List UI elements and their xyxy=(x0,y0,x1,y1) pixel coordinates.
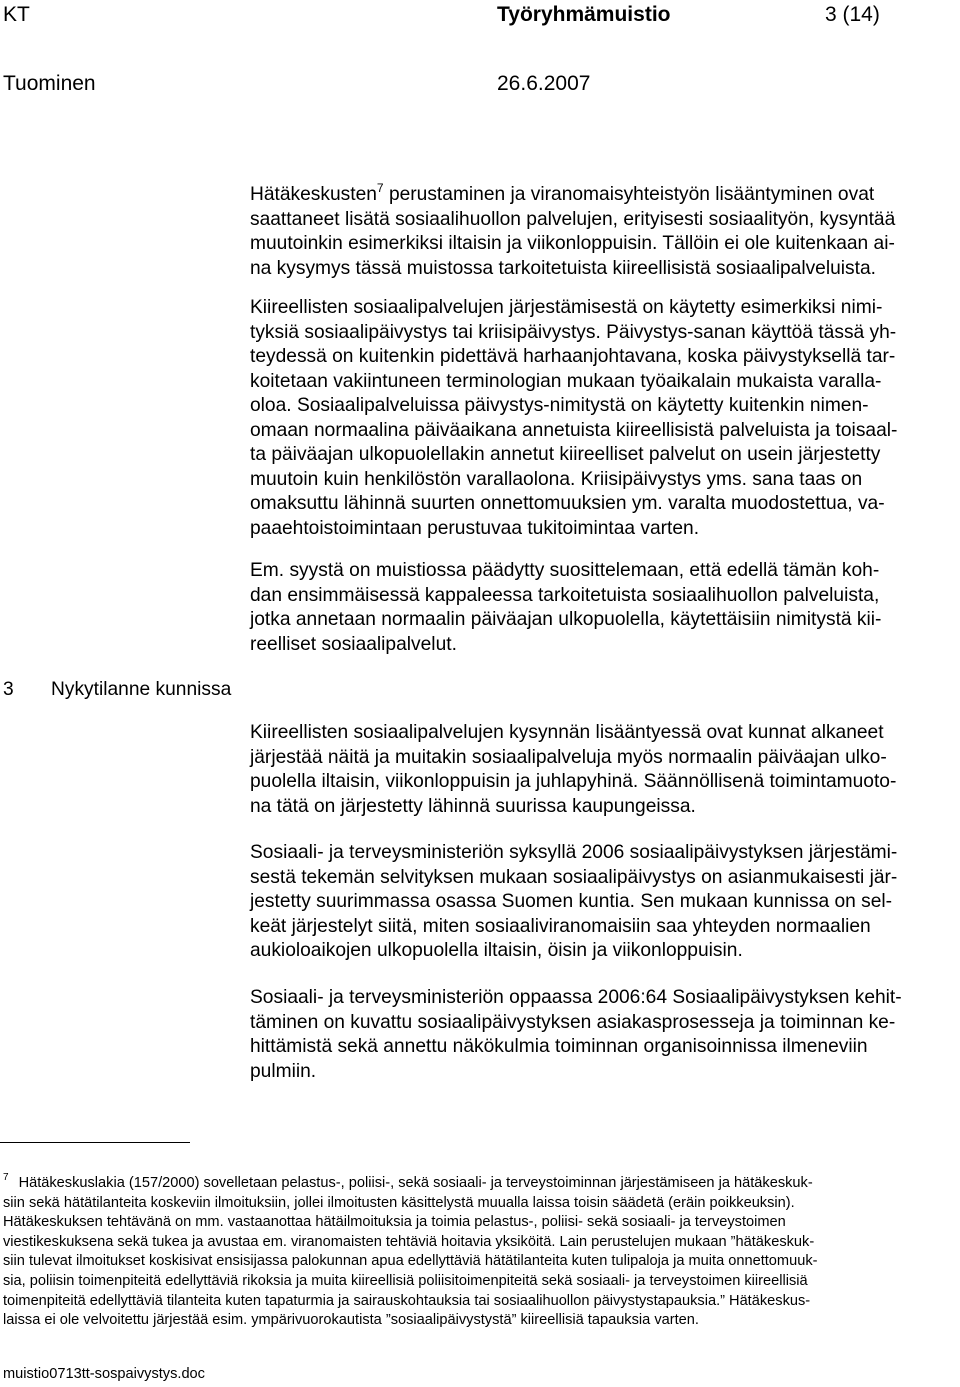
paragraph-3 xyxy=(250,559,881,657)
paragraph-line: oloa. Sosiaalipalveluissa päivystys-nimitystä on käytetty kuitenkin nimen- xyxy=(250,395,869,416)
paragraph-line: reelliset sosiaalipalvelut. xyxy=(250,633,457,655)
footnote xyxy=(3,1168,958,1331)
paragraph-line: Sosiaali- ja terveysministeriön oppaassa 2006:64 Sosiaalipäivystyksen kehit- xyxy=(250,987,902,1008)
paragraph-line: tyksiä sosiaalipäivystys tai kriisipäivystys. Päivystys-sanan käyttöä tässä yh- xyxy=(250,321,897,343)
footnote-line: viestikeskuksena sekä tukea ja avustaa em. viranomaisten tehtäviä hoitavia yksiköitä. Lain perustelujen mukaan ”hätäkeskuk- xyxy=(3,1233,815,1250)
paragraph-text: Hätäkeskusten xyxy=(250,184,377,205)
footnote-line: Hätäkeskuksen tehtävänä on mm. vastaanottaa hätäilmoituksia ja toimia pelastus-, poliisi- sekä sosiaali- ja terveystoimen xyxy=(3,1214,786,1231)
footnote-line: siin sekä hätätilanteita koskeviin ilmoituksiin, jollei ilmoitusten käsittelystä muualla laissa toisin säädetä (eräin poikkeuksin). xyxy=(3,1194,795,1211)
footnote-mark: 7 xyxy=(3,1172,9,1183)
section-heading xyxy=(3,678,231,702)
paragraph-line: dan ensimmäisessä kappaleessa tarkoitetuista sosiaalihuollon palveluista, xyxy=(250,584,880,606)
paragraph-line: sestä tekemän selvityksen mukaan sosiaalipäivystys on asianmukaisesti jär- xyxy=(250,866,898,888)
paragraph-line: omaksuttu lähinnä suurten onnettomuuksien ym. varalta muodostettua, va- xyxy=(250,493,885,514)
paragraph-line: hittämistä sekä annettu näkökulmia toiminnan organisoinnissa ilmeneviin xyxy=(250,1036,868,1057)
paragraph-line: na kysymys tässä muistossa tarkoitetuista kiireellisistä sosiaalipalveluista. xyxy=(250,257,876,279)
paragraph-line: keät järjestelyt siitä, miten sosiaaliviranomaisiin saa yhteyden normaalien xyxy=(250,915,871,937)
paragraph-line: täminen on kuvattu sosiaalipäivystyksen asiakasprosesseja ja toiminnan ke- xyxy=(250,1011,896,1033)
header-page-number: 3 (14) xyxy=(825,3,880,26)
paragraph-line: Kiireellisten sosiaalipalvelujen järjestämisestä on käytetty esimerkiksi nimi- xyxy=(250,297,883,318)
paragraph-line: na tätä on järjestetty lähinnä suurissa kaupungeissa. xyxy=(250,795,696,817)
paragraph-line: teydessä on kuitenkin pidettävä harhaanjohtavana, koska päivystyksellä tar- xyxy=(250,346,896,367)
paragraph-line: järjestää näitä ja muitakin sosiaalipalveluja myös normaalin päiväajan ulko- xyxy=(250,746,887,768)
footnote-line: siin tulevat ilmoitukset koskisivat ensisijassa palokunnan apua edellyttäviä hätätilanteita kuten tulipaloja ja muita onnettomuuk- xyxy=(3,1253,818,1270)
paragraph-line: pulmiin. xyxy=(250,1060,317,1082)
paragraph-line: Em. syystä on muistiossa päädytty suosittelemaan, että edellä tämän koh- xyxy=(250,560,880,581)
footnote-line: sia, poliisin toimenpiteitä edellyttäviä rikoksia ja muita kiireellisiä poliisitoimenpiteitä sekä sosiaali- ja terveystoimen kiireellisiä xyxy=(3,1272,808,1289)
paragraph-2 xyxy=(250,296,897,541)
header-author: Tuominen xyxy=(3,72,96,95)
paragraph-line: muutoin kuin henkilöstön varallaolona. Kriisipäivystys yms. sana taas on xyxy=(250,468,863,490)
paragraph-1 xyxy=(250,176,895,281)
footnote-text: Hätäkeskuslakia (157/2000) sovelletaan pelastus-, poliisi-, sekä sosiaali- ja terveystoiminnan järjestämiseen ja hätäkeskuk- xyxy=(18,1175,813,1191)
header-date: 26.6.2007 xyxy=(497,72,591,95)
paragraph-5 xyxy=(250,841,897,964)
footnote-line xyxy=(3,1168,958,1194)
paragraph-line: muutoinkin esimerkiksi iltaisin ja viikonloppuisin. Tällöin ei ole kuitenkaan ai- xyxy=(250,233,895,254)
paragraph-line: koitetaan vakiintuneen terminologian mukaan työaikalain mukaista varalla- xyxy=(250,370,882,392)
body-text xyxy=(250,176,960,1096)
paragraph-line: Kiireellisten sosiaalipalvelujen kysynnän lisääntyessä ovat kunnat alkaneet xyxy=(250,722,884,743)
paragraph-line xyxy=(250,176,895,208)
paragraph-text: perustaminen ja viranomaisyhteistyön lisääntyminen ovat xyxy=(383,184,875,205)
footnote-line: toimenpiteitä edellyttäviä tilanteita kuten tapaturmia ja sairauskohtauksia tai sosiaalihuollon päivystystapauksia.” Hätäkeskus- xyxy=(3,1292,811,1309)
paragraph-line: puolella iltaisin, viikonloppuisin ja juhlapyhinä. Säännöllisenä toimintamuoto- xyxy=(250,771,897,792)
footnote-reference[interactable]: 7 xyxy=(376,181,384,195)
paragraph-line: jotka annetaan normaalin päiväajan ulkopuolella, käytettäisiin nimitystä kii- xyxy=(250,609,882,630)
header-doc-title: Työryhmämuistio xyxy=(497,3,671,26)
paragraph-line: omaan normaalina päiväaikana annetuista kiireellisistä palveluista ja toisaal- xyxy=(250,419,898,441)
section-title: Nykytilanne kunnissa xyxy=(51,679,232,700)
paragraph-line: paaehtoistoimintaan perustuvaa tukitoimintaa varten. xyxy=(250,517,700,539)
paragraph-line: saattaneet lisätä sosiaalihuollon palvelujen, erityisesti sosiaalityön, kysyntää xyxy=(250,208,896,230)
paragraph-4 xyxy=(250,721,896,819)
paragraph-6 xyxy=(250,986,902,1084)
footer-filename: muistio0713tt-sospaivystys.doc xyxy=(3,1366,205,1382)
paragraph-line: ta päiväajan ulkopuolellakin annetut kiireelliset palvelut on usein järjestetty xyxy=(250,444,881,465)
header-org: KT xyxy=(3,3,30,26)
paragraph-line: jestetty suurimmassa osassa Suomen kuntia. Sen mukaan kunnissa on sel- xyxy=(250,891,893,912)
footnote-separator xyxy=(0,1142,190,1143)
paragraph-line: Sosiaali- ja terveysministeriön syksyllä 2006 sosiaalipäivystyksen järjestämi- xyxy=(250,842,898,863)
footnote-line: laissa ei ole velvoitettu järjestää esim. ympärivuorokautista ”sosiaalipäivystystä” kiireellisiä tapauksia varten. xyxy=(3,1312,699,1329)
section-number: 3 xyxy=(3,679,14,700)
paragraph-line: aukioloaikojen ulkopuolella iltaisin, öisin ja viikonloppuisin. xyxy=(250,940,743,961)
